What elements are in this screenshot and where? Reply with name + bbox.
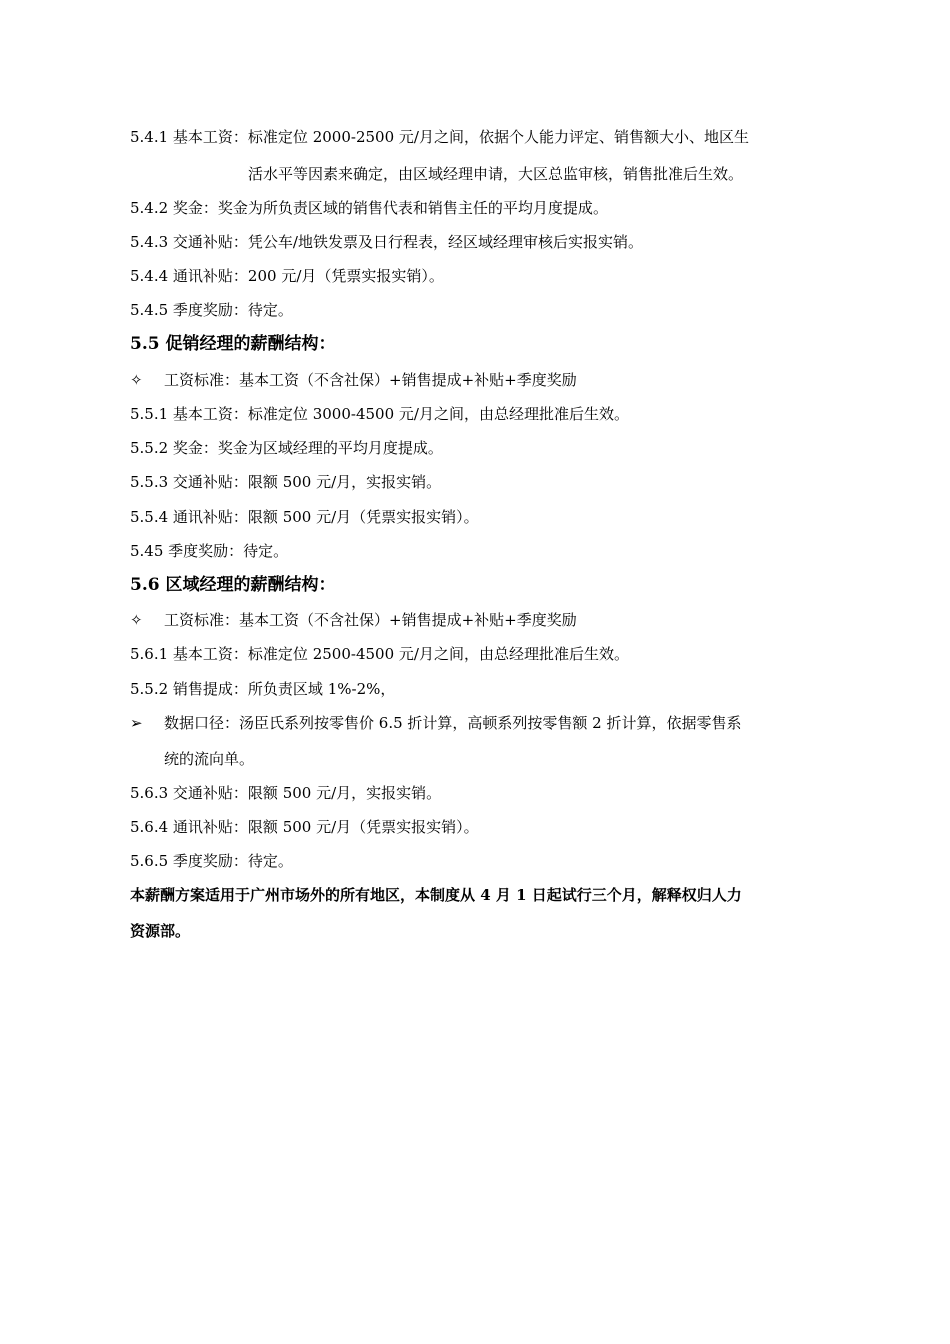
item-5-5-4: 5.5.4 通讯补贴：限额 500 元/月（凭票实报实销）。	[130, 508, 479, 526]
item-5-5-1: 5.5.1 基本工资：标准定位 3000-4500 元/月之间，由总经理批准后生效。	[130, 405, 629, 423]
arrow-row-5-6	[130, 713, 741, 733]
item-5-4-4: 5.4.4 通讯补贴：200 元/月（凭票实报实销）。	[130, 267, 444, 285]
item-5-4-5: 5.4.5 季度奖励：待定。	[130, 301, 293, 319]
diamond-bullet-icon: ✧	[130, 611, 143, 629]
item-5-5-3: 5.5.3 交通补贴：限额 500 元/月，实报实销。	[130, 473, 442, 491]
item-5-6-4: 5.6.4 通讯补贴：限额 500 元/月（凭票实报实销）。	[130, 818, 479, 836]
bullet-row-5-5	[130, 370, 577, 390]
bullet-row-5-6	[130, 610, 577, 630]
item-5-4-2: 5.4.2 奖金：奖金为所负责区域的销售代表和销售主任的平均月度提成。	[130, 199, 608, 217]
closing-line2: 资源部。	[130, 922, 191, 940]
item-5-6-2: 5.5.2 销售提成：所负责区域 1%-2%，	[130, 680, 396, 698]
arrow-text-line1: 数据口径：汤臣氏系列按零售价 6.5 折计算，高顿系列按零售额 2 折计算，依据零售系	[164, 714, 742, 732]
item-5-5-5: 5.45 季度奖励：待定。	[130, 542, 289, 560]
item-5-6-5: 5.6.5 季度奖励：待定。	[130, 852, 293, 870]
arrow-bullet-icon: ➢	[130, 714, 143, 732]
heading-5-5: 5.5 促销经理的薪酬结构：	[130, 334, 336, 354]
closing-line1: 本薪酬方案适用于广州市场外的所有地区，本制度从 4 月 1 日起试行三个月，解释权归人力	[130, 886, 742, 904]
bullet-text-5-5: 工资标准：基本工资（不含社保）+销售提成+补贴+季度奖励	[164, 371, 577, 389]
item-5-4-3: 5.4.3 交通补贴：凭公车/地铁发票及日行程表，经区域经理审核后实报实销。	[130, 233, 643, 251]
item-5-5-2: 5.5.2 奖金：奖金为区域经理的平均月度提成。	[130, 439, 443, 457]
arrow-text-line2: 统的流向单。	[164, 750, 255, 768]
item-5-6-3: 5.6.3 交通补贴：限额 500 元/月，实报实销。	[130, 784, 442, 802]
heading-5-6: 5.6 区域经理的薪酬结构：	[130, 575, 336, 595]
bullet-text-5-6: 工资标准：基本工资（不含社保）+销售提成+补贴+季度奖励	[164, 611, 577, 629]
diamond-bullet-icon: ✧	[130, 371, 143, 389]
item-5-4-1-line2: 活水平等因素来确定，由区域经理申请，大区总监审核，销售批准后生效。	[248, 165, 744, 183]
item-5-6-1: 5.6.1 基本工资：标准定位 2500-4500 元/月之间，由总经理批准后生效。	[130, 645, 629, 663]
item-5-4-1-line1: 5.4.1 基本工资：标准定位 2000-2500 元/月之间，依据个人能力评定、销售额大小、地区生	[130, 128, 749, 146]
